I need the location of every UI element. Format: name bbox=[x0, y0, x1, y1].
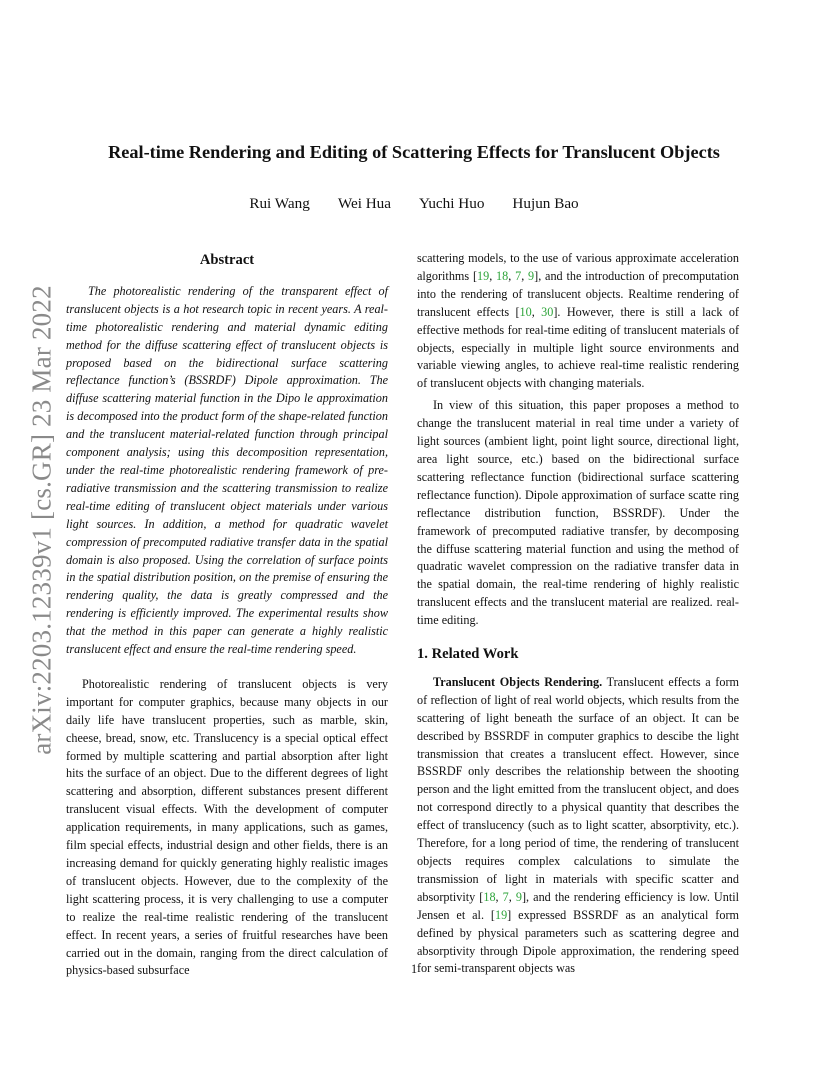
page-number: 1 bbox=[410, 962, 418, 976]
intro-paragraph-1: Photorealistic rendering of translucent objects is very important for computer graphics, because many objects in our daily life have translucent properties, such as marble, skin, cheese, bread, snow, etc. Translucency is a special optical effect formed by multiple scattering and partial absorption after light hits the surface of an object. Due to the different degrees of light scattering and absorption, different substances present different translucent visual effects. With the development of computer application requirements, in many applications, such as games, film special effects, industrial design and other fields, there is an increasing demand for quickly generating highly realistic images of translucent objects. However, due to the complexity of the light scattering process, it is very challenging to use a computer to realize the real-time realistic rendering of the translucent effect. In recent years, a series of fruitful researches have been carried out in the domain, ranging from the direct calculation of physics-based subsurface bbox=[66, 676, 388, 978]
citation-link[interactable]: 9 bbox=[528, 268, 535, 283]
citation-separator: , bbox=[508, 889, 516, 904]
body-text: ], and the introduction of precomputation into the rendering of translucent objects. Realtime rendering of translucent effects [ bbox=[417, 268, 739, 319]
citation-link[interactable]: 30 bbox=[541, 304, 554, 319]
author-name: Hujun Bao bbox=[512, 195, 579, 212]
right-column bbox=[417, 250, 739, 982]
left-column bbox=[66, 252, 388, 984]
related-work-paragraph bbox=[417, 674, 739, 978]
author-name: Wei Hua bbox=[337, 195, 392, 212]
intro-paragraph-1-continued bbox=[417, 250, 739, 393]
citation-separator: , bbox=[531, 304, 542, 319]
citation-separator: , bbox=[495, 889, 503, 904]
section-heading-related-work: 1. Related Work bbox=[417, 646, 519, 663]
citation-link[interactable]: 18 bbox=[483, 889, 496, 904]
citation-link[interactable]: 19 bbox=[494, 907, 508, 922]
author-name: Yuchi Huo bbox=[419, 195, 485, 212]
author-list bbox=[60, 195, 768, 213]
citation-separator: , bbox=[508, 268, 516, 283]
intro-paragraph-2: In view of this situation, this paper proposes a method to change the translucent material in real time under a variety of light sources (ambient light, point light source, directional light, area light source, etc.) based on the bidirectional surface scattering reflectance function (bidirectional surface scattering reflectance function). Dipole approximation of surface scatte ring reflectance distribution function, BSSRDF). Under the framework of precomputed radiative transfer, by decomposing the diffuse scattering material function and using the method of quadratic wavelet compression on the radiative transfer data in the spatial domain, the real-time rendering of highly realistic translucent effects and the translucent material are realized. real-time editing. bbox=[417, 398, 739, 628]
body-text: ]. However, there is still a lack of effective methods for real-time editing of translucent materials of objects, especially in multiple light source environments and variable viewing angles, to achieve real-time realistic rendering of translucent objects with changing materials. bbox=[417, 304, 739, 391]
arxiv-id-text: arXiv:2203.12339v1 [cs.GR] 23 Mar 2022 bbox=[26, 285, 57, 755]
citation-link[interactable]: 7 bbox=[515, 268, 522, 283]
citation-separator: , bbox=[521, 268, 529, 283]
citation-link[interactable]: 7 bbox=[502, 889, 509, 904]
abstract-heading: Abstract bbox=[199, 252, 255, 268]
runin-heading: Translucent Objects Rendering. bbox=[433, 674, 603, 689]
body-text: scattering models, to the use of various approximate acceleration algorithms [ bbox=[417, 251, 739, 283]
paper-title: Real-time Rendering and Editing of Scattering Effects for Translucent Objects bbox=[108, 142, 720, 162]
author-name: Rui Wang bbox=[249, 195, 310, 212]
citation-link[interactable]: 9 bbox=[515, 889, 522, 904]
body-text: Translucent effects a form of reflection of light of real world objects, which results from the scattering of light beneath the surface of an object. It can be described by BSSRDF in computer graphics to descibe the light transmission that creates a translucent effect. However, since BSSRDF only describes the relationship between the shooting person and the light emitted from the translucent object, and does not correspond directly to a physical quantity that describes the effect of translucency (such as to light scatter, absorptivity, etc.). Therefore, for a long period of time, the rendering of translucent objects requires complex calculations to simulate the transmission of light in materials with specific scatter and absorptivity [ bbox=[417, 674, 739, 904]
citation-link[interactable]: 10 bbox=[519, 304, 532, 319]
body-text: ], and the rendering efficiency is low. Until Jensen et al. [ bbox=[417, 889, 739, 922]
abstract-text: The photorealistic rendering of the transparent effect of translucent objects is a hot research topic in recent years. A real-time photorealistic rendering and material dynamic editing method for the diffuse scattering effect of translucent objects is proposed based on the bidirectional surface scattering reflectance function’s (BSSRDF) Dipole approximation. The diffuse scattering material function in the Dipo le approximation is decomposed into the product form of the shape-related function and the translucent material-related function through principal component analysis; using this decomposition representation, under the real-time photorealistic rendering framework of pre-radiative transmission and the scattering transmission to realize real-time editing of translucent object materials under various light sources. In addition, a method for quadratic wavelet compression of precomputed radiative transfer data in the spatial domain is also proposed. Using the correlation of surface points in the spatial distribution position, on the premise of ensuring the rendering quality, the data is greatly compressed and the rendering is efficiently improved. The experimental results show that the method in this paper can generate a highly realistic translucent effect and ensure the real-time rendering speed. bbox=[66, 283, 388, 657]
citation-link[interactable]: 19 bbox=[477, 268, 490, 283]
citation-separator: , bbox=[489, 268, 497, 283]
arxiv-sidebar-stamp bbox=[22, 282, 62, 758]
body-text: ] expressed BSSRDF as an analytical form defined by physical parameters such as scattering degree and absorptivity through Dipole approximation, the rendering speed for semi-transparent objects was bbox=[417, 907, 739, 976]
citation-link[interactable]: 18 bbox=[496, 268, 509, 283]
